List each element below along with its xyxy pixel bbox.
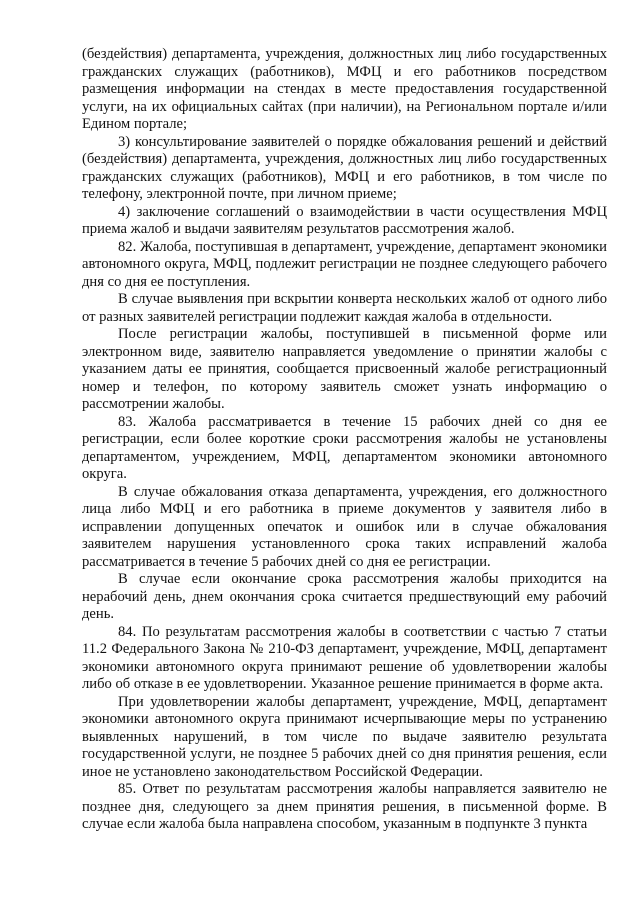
paragraph-82: 82. Жалоба, поступившая в департамент, учреждение, департамент экономики автономного округа, МФЦ, подлежит регистрации не позднее следующего рабочего дня со дня ее поступления. <box>82 238 607 290</box>
paragraph-83-nonworking-day: В случае если окончание срока рассмотрения жалобы приходится на нерабочий день, днем окончания срока считается предшествующий ему рабочий день. <box>82 571 607 622</box>
paragraph-continuation: (бездействия) департамента, учреждения, должностных лиц либо государственных гражданских служащих (работников), МФЦ и его работников посредством размещения информации на стендах в месте предоставления государственной услуги, на их официальных сайтах (при наличии), на Региональном портале и/или Едином портале; <box>82 46 607 132</box>
paragraph-84: 84. По результатам рассмотрения жалобы в соответствии с частью 7 статьи 11.2 Федерального Закона № 210-ФЗ департамент, учреждение, МФЦ, департамент экономики автономного округа принимают решение об удовлетворении жалобы либо об отказе в ее удовлетворении. Указанное решение принимается в форме акта. <box>82 623 607 692</box>
paragraph-83: 83. Жалоба рассматривается в течение 15 рабочих дней со дня ее регистрации, если более короткие сроки рассмотрения жалобы не установлены департаментом, учреждением, МФЦ, департаментом экономики автономного округа. <box>82 413 607 482</box>
paragraph-83-refusal: В случае обжалования отказа департамента, учреждения, его должностного лица либо МФЦ и его работника в приеме документов у заявителя либо в исправлении допущенных опечаток и ошибок или в случае обжалования заявителем нарушения установленного срока таких исправлений жалоба рассматривается в течение 5 рабочих дней со дня ее регистрации. <box>82 483 607 570</box>
paragraph-item-3: 3) консультирование заявителей о порядке обжалования решений и действий (бездействия) департамента, учреждения, должностных лиц либо государственных гражданских служащих (работников), МФЦ и его работников, в том числе по телефону, электронной почте, при личном приеме; <box>82 133 607 202</box>
paragraph-item-4: 4) заключение соглашений о взаимодействии в части осуществления МФЦ приема жалоб и выдачи заявителям результатов рассмотрения жалоб. <box>82 203 607 237</box>
document-body <box>82 46 607 834</box>
paragraph-84-satisfaction: При удовлетворении жалобы департамент, учреждение, МФЦ, департамент экономики автономного округа принимают исчерпывающие меры по устранению выявленных нарушений, в том числе по выдаче заявителю результата государственной услуги, не позднее 5 рабочих дней со дня принятия решения, если иное не установлено законодательством Российской Федерации. <box>82 693 607 780</box>
paragraph-82-envelope: В случае выявления при вскрытии конверта нескольких жалоб от одного либо от разных заявителей регистрации подлежит каждая жалоба в отдельности. <box>82 291 607 325</box>
paragraph-82-notification: После регистрации жалобы, поступившей в письменной форме или электронном виде, заявителю направляется уведомление о принятии жалобы с указанием даты ее принятия, сообщается присвоенный жалобе регистрационный номер и телефон, по которому заявитель сможет узнать информацию о рассмотрении жалобы. <box>82 326 607 412</box>
paragraph-85: 85. Ответ по результатам рассмотрения жалобы направляется заявителю не позднее дня, следующего за днем принятия решения, в письменной форме. В случае если жалоба была направлена способом, указанным в подпункте 3 пункта <box>82 781 607 832</box>
